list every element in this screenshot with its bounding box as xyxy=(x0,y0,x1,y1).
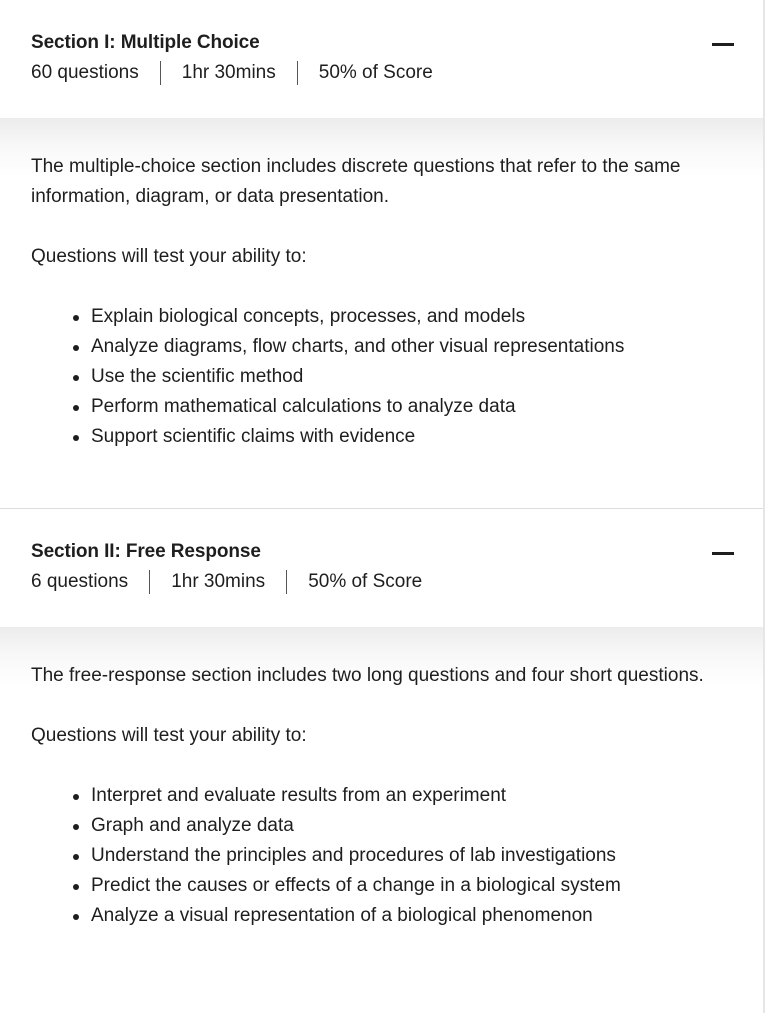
section-description: The multiple-choice section includes discrete questions that refer to the same information, diagram, or data presentation. xyxy=(31,156,681,207)
meta-divider xyxy=(297,61,298,85)
accordion-header-section-1[interactable] xyxy=(0,0,763,118)
section-description: The free-response section includes two long questions and four short questions. xyxy=(31,665,704,686)
skills-list xyxy=(31,781,723,931)
list-item: Use the scientific method xyxy=(91,362,723,392)
meta-divider xyxy=(149,570,150,594)
minus-icon[interactable] xyxy=(712,43,734,46)
question-count: 60 questions xyxy=(31,62,139,83)
meta-divider xyxy=(286,570,287,594)
section-duration: 1hr 30mins xyxy=(171,571,266,592)
minus-icon[interactable] xyxy=(712,552,734,555)
list-item: Explain biological concepts, processes, and models xyxy=(91,302,723,332)
score-weight: 50% of Score xyxy=(318,62,433,83)
list-item: Interpret and evaluate results from an experiment xyxy=(91,781,723,811)
list-item: Understand the principles and procedures of lab investigations xyxy=(91,841,723,871)
skills-lead: Questions will test your ability to: xyxy=(31,725,307,746)
accordion-header-section-2[interactable] xyxy=(0,509,763,627)
list-item: Support scientific claims with evidence xyxy=(91,422,723,452)
list-item: Analyze diagrams, flow charts, and other visual representations xyxy=(91,332,723,362)
list-item: Perform mathematical calculations to analyze data xyxy=(91,392,723,422)
question-count: 6 questions xyxy=(31,571,129,592)
skills-list xyxy=(31,302,723,452)
list-item: Graph and analyze data xyxy=(91,811,723,841)
section-meta xyxy=(31,570,763,594)
accordion-item-section-2 xyxy=(0,509,763,1011)
skills-lead: Questions will test your ability to: xyxy=(31,246,307,267)
list-item: Analyze a visual representation of a biological phenomenon xyxy=(91,901,723,931)
accordion-panel-section-2 xyxy=(0,627,763,1011)
accordion-panel-section-1 xyxy=(0,118,763,508)
section-duration: 1hr 30mins xyxy=(181,62,276,83)
meta-divider xyxy=(160,61,161,85)
score-weight: 50% of Score xyxy=(308,571,423,592)
list-item: Predict the causes or effects of a change in a biological system xyxy=(91,871,723,901)
section-title: Section II: Free Response xyxy=(31,541,261,562)
section-meta xyxy=(31,61,763,85)
section-title: Section I: Multiple Choice xyxy=(31,32,260,53)
